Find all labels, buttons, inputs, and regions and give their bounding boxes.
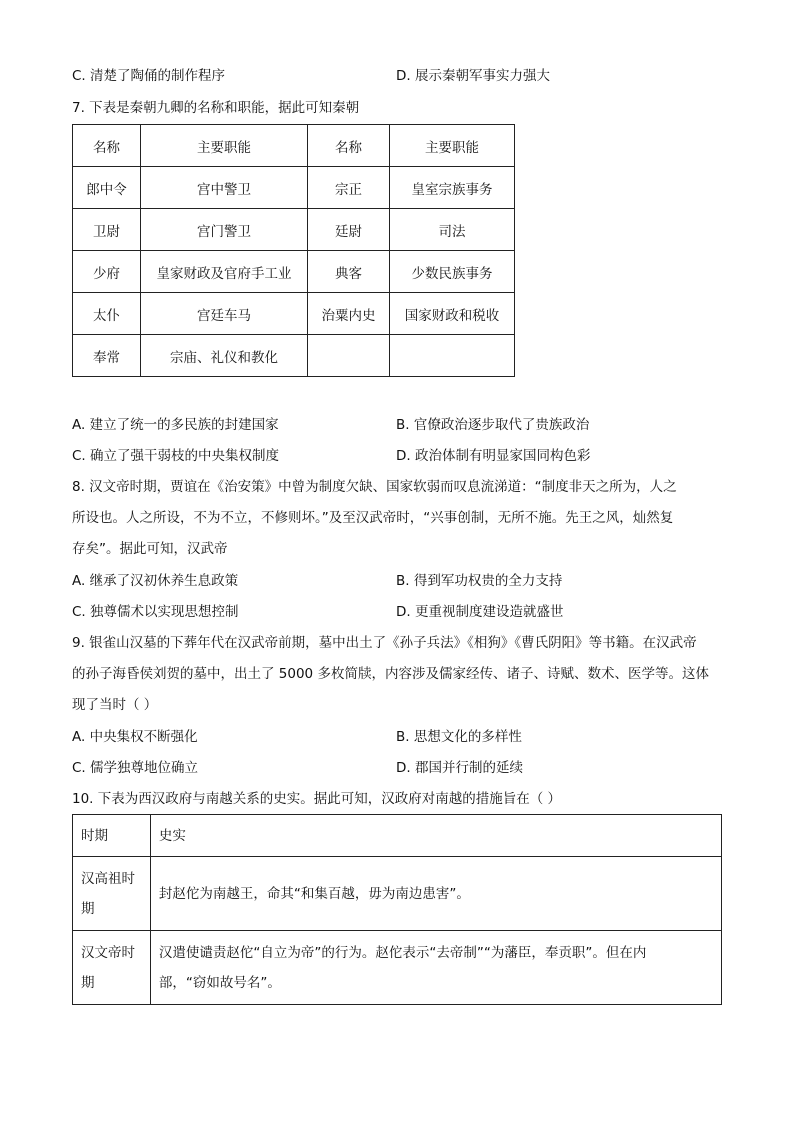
table-cell: 皇室宗族事务 (390, 167, 515, 209)
table-cell: 国家财政和税收 (390, 293, 515, 335)
table-row (73, 293, 515, 335)
q7-option-a[interactable]: A. 建立了统一的多民族的封建国家 (72, 417, 279, 433)
table-cell: 宫门警卫 (141, 209, 308, 251)
q8-options-row-cd (72, 602, 722, 622)
q8-option-d[interactable]: D. 更重视制度建设造就盛世 (396, 604, 564, 620)
table-cell: 廷尉 (308, 209, 390, 251)
q8-options-row-ab (72, 571, 722, 591)
period-line: 期 (81, 900, 95, 917)
table-row (73, 209, 515, 251)
table-row (73, 931, 722, 1005)
q6-options-row-cd (72, 66, 722, 86)
table-cell-fact (150, 931, 721, 1005)
table-cell: 宗正 (308, 167, 390, 209)
q9-stem-line: 9. 银雀山汉墓的下葬年代在汉武帝前期，墓中出土了《孙子兵法》《相狗》《曹氏阴阳》等书籍。在汉武帝 (72, 635, 697, 651)
q7-option-d[interactable]: D. 政治体制有明显家国同构色彩 (396, 448, 591, 464)
table-cell: 郎中令 (73, 167, 141, 209)
table-header-cell: 史实 (150, 815, 721, 857)
period-line: 汉文帝时 (81, 944, 135, 961)
table-row (73, 335, 515, 377)
q6-option-d[interactable]: D. 展示秦朝军事实力强大 (396, 68, 550, 84)
table-cell: 卫尉 (73, 209, 141, 251)
table-cell-empty (390, 335, 515, 377)
period-line: 期 (81, 974, 95, 991)
table-cell: 宫中警卫 (141, 167, 308, 209)
table-cell-fact (150, 857, 721, 931)
table-row (73, 857, 722, 931)
table-header-cell: 主要职能 (390, 125, 515, 167)
table-cell: 典客 (308, 251, 390, 293)
q8-option-b[interactable]: B. 得到军功权贵的全力支持 (396, 573, 563, 589)
q9-option-d[interactable]: D. 郡国并行制的延续 (396, 760, 523, 776)
table-header-row (73, 125, 515, 167)
q7-option-b[interactable]: B. 官僚政治逐步取代了贵族政治 (396, 417, 590, 433)
q10-nanyue-table (72, 814, 722, 1005)
fact-line: 汉遣使谴责赵佗“自立为帝”的行为。赵佗表示“去帝制”“为藩臣，奉贡职”。但在内 (158, 944, 647, 961)
period-line: 汉高祖时 (81, 870, 135, 887)
q7-options-row-cd (72, 446, 722, 466)
table-cell: 皇家财政及官府手工业 (141, 251, 308, 293)
table-cell: 治粟内史 (308, 293, 390, 335)
table-cell-period (73, 931, 151, 1005)
table-cell: 奉常 (73, 335, 141, 377)
q9-stem-line: 的孙子海昏侯刘贺的墓中，出土了 5000 多枚简牍，内容涉及儒家经传、诸子、诗赋、数术、医学等。这体 (72, 666, 709, 682)
table-header-row (73, 815, 722, 857)
table-header-cell: 主要职能 (141, 125, 308, 167)
q8-option-c[interactable]: C. 独尊儒术以实现思想控制 (72, 604, 239, 620)
fact-line: 封赵佗为南越王，命其“和集百越，毋为南边患害”。 (158, 885, 470, 902)
table-cell: 司法 (390, 209, 515, 251)
q7-nine-ministers-table (72, 124, 515, 377)
q10-stem: 10. 下表为西汉政府与南越关系的史实。据此可知，汉政府对南越的措施旨在（ ） (72, 791, 562, 807)
q9-option-c[interactable]: C. 儒学独尊地位确立 (72, 760, 199, 776)
q8-stem-line: 所设也。人之所设，不为不立，不修则坏。”及至汉武帝时，“兴事创制，无所不施。先王之风，灿然复 (72, 510, 674, 526)
fact-line: 部，“窃如故号名”。 (158, 974, 281, 991)
table-cell: 宫廷车马 (141, 293, 308, 335)
q9-stem-line: 现了当时（ ） (72, 697, 158, 713)
table-header-cell: 名称 (73, 125, 141, 167)
q9-stem (72, 628, 722, 721)
table-cell: 少府 (73, 251, 141, 293)
table-cell: 宗庙、礼仪和教化 (141, 335, 308, 377)
q8-stem-line: 存矣”。据此可知，汉武帝 (72, 541, 228, 557)
q9-options-row-cd (72, 758, 722, 778)
q6-option-c[interactable]: C. 清楚了陶俑的制作程序 (72, 68, 226, 84)
table-cell: 少数民族事务 (390, 251, 515, 293)
table-cell: 太仆 (73, 293, 141, 335)
table-row (73, 167, 515, 209)
q8-option-a[interactable]: A. 继承了汉初休养生息政策 (72, 573, 239, 589)
q7-options-row-ab (72, 415, 722, 435)
q9-option-b[interactable]: B. 思想文化的多样性 (396, 729, 522, 745)
q7-option-c[interactable]: C. 确立了强干弱枝的中央集权制度 (72, 448, 280, 464)
table-row (73, 251, 515, 293)
table-header-cell: 名称 (308, 125, 390, 167)
table-cell-empty (308, 335, 390, 377)
q9-options-row-ab (72, 727, 722, 747)
q7-stem: 7. 下表是秦朝九卿的名称和职能，据此可知秦朝 (72, 100, 360, 116)
table-cell-period (73, 857, 151, 931)
q8-stem-line: 8. 汉文帝时期，贾谊在《治安策》中曾为制度欠缺、国家软弱而叹息流涕道：“制度非天之所为，人之 (72, 479, 677, 495)
q9-option-a[interactable]: A. 中央集权不断强化 (72, 729, 198, 745)
q8-stem (72, 472, 722, 565)
table-header-cell: 时期 (73, 815, 151, 857)
